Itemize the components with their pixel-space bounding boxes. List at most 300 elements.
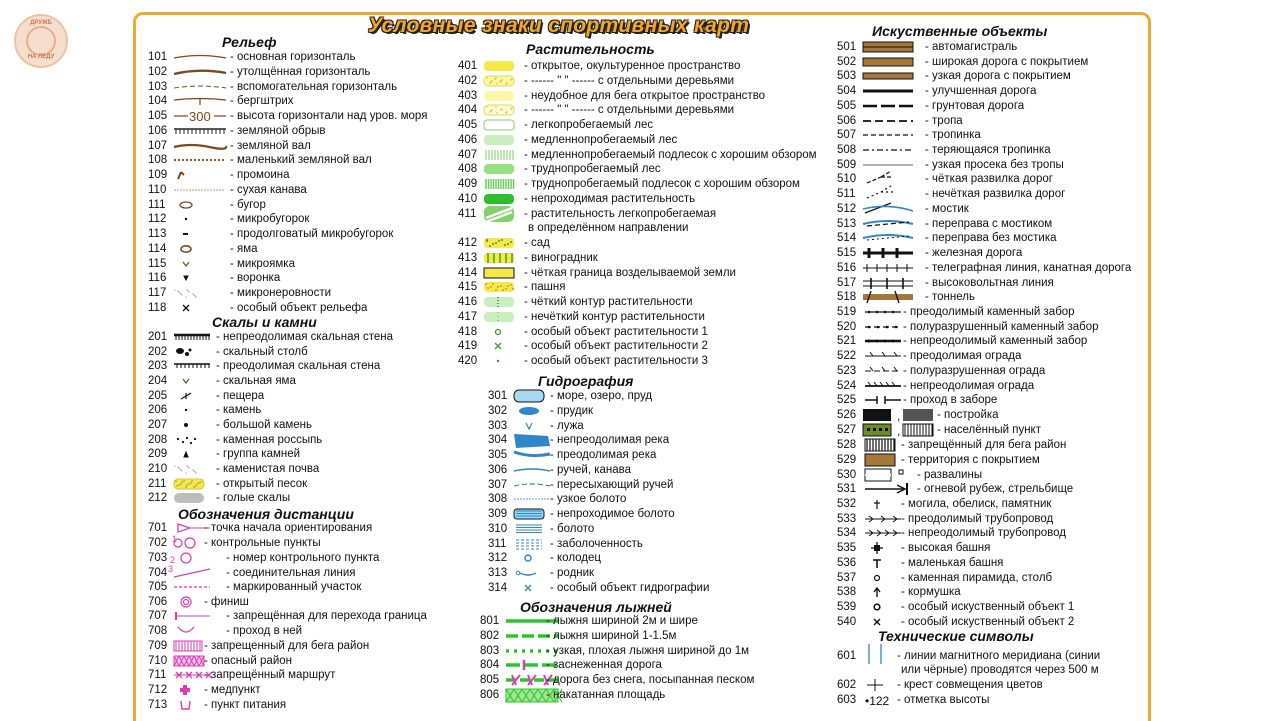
symbol-code: 704: [148, 567, 168, 579]
symbol-code: 706: [148, 596, 168, 608]
r-motor-icon: [861, 41, 915, 53]
symbol-label: - широкая дорога с покрытием: [925, 55, 1089, 68]
ellipse-icon: [172, 199, 228, 211]
symbol-label: - непроходимое болото: [550, 508, 675, 520]
symbol-code: 530: [837, 469, 857, 481]
symbol-code: 309: [488, 508, 508, 520]
svg-text:•122: •122: [865, 694, 890, 708]
symbol-code: 534: [837, 527, 857, 540]
symbol-label: - постройка: [937, 409, 999, 421]
section-technical: Технические символы: [878, 628, 1034, 644]
specks-icon: [172, 463, 212, 475]
symbol-code: 532: [837, 498, 857, 510]
h-puddle-icon: [512, 420, 552, 432]
p-pipe-icon: [863, 513, 903, 525]
p-ttower-icon: [863, 557, 903, 569]
symbol-code: 514: [837, 232, 857, 245]
v-yellow-icon: [482, 60, 522, 72]
symbol-label: - особый объект растительности 1: [524, 326, 708, 338]
c-line-icon: [168, 564, 212, 579]
symbol-code: 502: [837, 55, 857, 68]
svg-text:,: ,: [897, 409, 901, 423]
symbol-label: - могила, обелиск, памятник: [901, 498, 1052, 510]
symbol-label: - переправа с мостиком: [925, 217, 1053, 230]
x-icon: [172, 302, 228, 314]
specks-icon: [172, 287, 228, 299]
symbol-label: - микроямка: [230, 257, 295, 270]
p-x-icon: [863, 616, 903, 628]
h-marsh2-icon: [512, 523, 552, 535]
symbol-code: 707: [148, 610, 168, 622]
symbol-label: - высокая башня: [901, 542, 991, 555]
symbol-label-continued: в определённом направлении: [528, 222, 689, 234]
p-feed-icon: [863, 586, 903, 598]
symbol-label: - основная горизонталь: [230, 51, 356, 63]
symbol-label: - проход в ней: [226, 625, 303, 637]
symbol-label: - преодолимый каменный забор: [903, 306, 1075, 318]
p-o2-icon: [863, 601, 903, 613]
v-orchard-icon: [482, 237, 522, 249]
symbol-code: 523: [837, 364, 857, 377]
symbol-label: - запрещённый маршрут: [204, 669, 336, 681]
section-hydro: Гидрография: [538, 373, 634, 389]
logo-text-bottom: НА ЛЕДУ: [27, 54, 55, 60]
svg-text:3: 3: [168, 564, 174, 574]
symbol-code: 106: [148, 124, 168, 137]
v-stripe-icon: [482, 149, 522, 161]
symbol-label: - лыжня шириной 1-1.5м: [546, 629, 677, 642]
symbol-label: - промоина: [230, 169, 290, 181]
symbol-label: - запрещённый для бега район: [901, 439, 1067, 451]
symbol-label: - опасный район: [204, 655, 292, 667]
v-white-icon: [482, 119, 522, 131]
tri-icon: [172, 448, 212, 460]
h-spring-icon: [512, 567, 552, 579]
symbol-label: - особый искуственный объект 2: [901, 615, 1075, 628]
symbol-label: - узкая дорога с покрытием: [925, 70, 1071, 83]
section-man-made: Искуственные объекты: [872, 23, 1048, 39]
symbol-label: - открытое, окультуренное пространство: [524, 60, 741, 72]
f-fence3-icon: [863, 380, 903, 392]
symbol-label: - нечёткий контур растительности: [524, 311, 705, 323]
symbol-label: - сухая канава: [230, 183, 307, 196]
r-dash3-icon: [861, 129, 915, 141]
symbol-label: - преодолимая ограда: [903, 350, 1022, 363]
symbol-label: - кормушка: [901, 586, 961, 599]
symbol-code: 408: [458, 163, 478, 175]
symbol-code: 519: [837, 306, 857, 318]
symbol-label: - утолщённая горизонталь: [230, 65, 371, 78]
symbol-code: 540: [837, 615, 857, 628]
symbol-code: 806: [480, 688, 500, 701]
symbol-label: - непроходимая растительность: [524, 193, 696, 205]
p-tower-icon: [863, 542, 903, 554]
symbol-label: - высоковольтная линия: [925, 276, 1054, 289]
r-rail-icon: [861, 247, 915, 259]
symbol-label: - телеграфная линия, канатная дорога: [925, 261, 1132, 274]
h-x-icon: [512, 582, 552, 594]
dot-icon: [172, 213, 228, 225]
symbol-code: 414: [458, 267, 478, 279]
symbol-label: - маленький земляной вал: [230, 154, 372, 167]
symbol-label: - соединительная линия: [226, 567, 356, 579]
symbol-code: 512: [837, 202, 857, 215]
symbol-label: - неудобное для бега открытое пространство: [524, 90, 766, 102]
h-river2-icon: [512, 449, 552, 461]
t-mer-icon: [861, 650, 893, 662]
symbol-code: 104: [148, 95, 168, 108]
section-vegetation: Растительность: [526, 41, 655, 57]
symbol-label: - маленькая башня: [901, 556, 1004, 569]
section-rocks: Скалы и камни: [212, 314, 317, 330]
symbol-code: 204: [148, 374, 168, 387]
symbol-label: - земляной вал: [230, 139, 311, 152]
symbol-code: 108: [148, 154, 168, 167]
symbol-label: - переправа без мостика: [925, 232, 1057, 245]
symbol-label: - линии магнитного меридиана (синии: [897, 650, 1101, 662]
symbol-code: 115: [148, 257, 167, 270]
f-fence2-icon: [863, 365, 903, 377]
symbol-label: - контрольные пункты: [204, 537, 321, 549]
symbol-code: 210: [148, 462, 168, 475]
ellipse2-icon: [172, 243, 228, 255]
symbol-code: 307: [488, 478, 508, 491]
symbol-label: - полуразрушенный каменный забор: [903, 320, 1099, 333]
symbol-code: 415: [458, 281, 478, 293]
contour-tick-icon: [172, 95, 228, 107]
symbol-code: 208: [148, 433, 168, 446]
symbol-label: - улучшенная дорога: [925, 85, 1037, 98]
symbol-code: 504: [837, 85, 857, 98]
v-edge-icon: [482, 296, 522, 308]
symbol-code: 116: [148, 272, 167, 285]
symbol-label-continued: или чёрные) проводятся через 500 м: [901, 664, 1099, 676]
symbol-label: - железная дорога: [925, 247, 1023, 260]
symbol-code: 705: [148, 581, 168, 593]
symbol-code: 311: [488, 537, 507, 550]
symbol-code: 417: [458, 311, 478, 323]
symbol-code: 401: [458, 60, 478, 72]
symbol-code: 526: [837, 409, 857, 421]
symbol-code: 303: [488, 419, 508, 432]
symbol-code: 107: [148, 139, 168, 152]
symbol-code: 111: [148, 198, 166, 211]
symbol-code: 709: [148, 640, 168, 652]
symbol-code: 314: [488, 581, 508, 594]
cave-icon: [172, 390, 212, 402]
symbol-code: 117: [148, 287, 167, 299]
symbol-code: 503: [837, 70, 857, 83]
symbol-label: - лыжня шириной 2м и шире: [546, 615, 698, 627]
symbol-label: - теряющаяся тропинка: [925, 144, 1051, 157]
f-wall-icon: [863, 306, 903, 318]
symbol-label: - продолговатый микробугорок: [230, 228, 394, 240]
symbol-code: 702: [148, 537, 168, 549]
b-range-icon: [863, 483, 911, 495]
h-dots-icon: [512, 493, 552, 505]
symbol-code: 413: [458, 252, 478, 264]
symbol-label: - группа камней: [216, 448, 301, 461]
symbol-code: 313: [488, 567, 508, 579]
symbol-code: 538: [837, 586, 857, 599]
symbol-code: 103: [148, 80, 168, 93]
wall-icon: [172, 140, 228, 152]
section-relief: Рельеф: [222, 34, 277, 50]
r-cross2-icon: [861, 232, 915, 244]
symbol-code: 513: [837, 217, 857, 230]
symbol-code: 211: [148, 477, 167, 490]
r-thick-icon: [861, 85, 915, 97]
b-ruin-icon: [863, 469, 907, 481]
v-green2-icon: [482, 163, 522, 175]
symbol-label: - сад: [524, 237, 550, 249]
symbol-code: 520: [837, 320, 857, 333]
symbol-label: - запрещённая для перехода граница: [226, 610, 427, 622]
symbol-label: - медленнопробегаемый лес: [524, 134, 678, 146]
symbol-code: 518: [837, 291, 857, 304]
f-gap-icon: [863, 394, 903, 406]
symbol-label: - чёткая граница возделываемой земли: [524, 267, 736, 279]
symbol-code: 508: [837, 144, 857, 157]
symbol-code: 412: [458, 237, 478, 249]
dots-icon: [172, 184, 228, 196]
symbol-code: 505: [837, 99, 857, 112]
logo-emblem: [26, 26, 56, 56]
b-building-icon: [861, 409, 933, 421]
symbol-label: - узкая просека без тропы: [925, 158, 1064, 171]
symbol-label: - преодолимая скальная стена: [216, 360, 381, 373]
symbol-label: - особый объект растительности 3: [524, 355, 708, 367]
symbol-code: 205: [148, 389, 168, 402]
symbol-code: 410: [458, 193, 478, 205]
symbol-label: - огневой рубеж, стрельбище: [917, 483, 1074, 495]
dotline-icon: [172, 154, 228, 166]
symbol-code: 409: [458, 178, 478, 190]
symbol-code: 529: [837, 454, 857, 466]
r-tel-icon: [861, 262, 915, 274]
symbol-label: - скальная яма: [216, 374, 296, 387]
symbol-code: 531: [837, 483, 857, 495]
symbol-code: 418: [458, 326, 478, 338]
c-border-icon: [172, 610, 212, 622]
p-o-icon: [863, 572, 903, 584]
h-marsh-icon: [512, 508, 552, 520]
symbol-code: 202: [148, 345, 168, 358]
g-dot-icon: [482, 355, 522, 367]
symbol-label: - медпункт: [204, 684, 261, 696]
symbol-label: - заболоченность: [550, 537, 643, 550]
symbol-code: 805: [480, 674, 500, 686]
symbol-label: - непреодолимый трубопровод: [901, 527, 1066, 540]
symbol-code: 507: [837, 129, 857, 142]
symbol-label: - накатанная площадь: [546, 688, 666, 701]
symbol-label: - финиш: [204, 596, 249, 608]
symbol-code: 306: [488, 463, 508, 476]
symbol-label: - легкопробегаемый лес: [524, 119, 654, 131]
gully-icon: [172, 169, 228, 181]
g-x-icon: [482, 340, 522, 352]
symbol-label: - прудик: [550, 404, 594, 417]
symbol-label: - высота горизонтали над уров. моря: [230, 110, 428, 122]
symbol-label: - крест совмещения цветов: [897, 679, 1043, 691]
c-num-icon: [172, 552, 212, 564]
section-ski: Обозначения лыжней: [520, 599, 672, 615]
symbol-label: - растительность легкопробегаемая: [524, 208, 717, 220]
symbol-label: - труднопробегаемый подлесок с хорошим обзором: [524, 178, 800, 190]
symbol-label: - непреодолимая река: [550, 434, 670, 447]
symbol-label: - узкая, плохая лыжня шириной до 1м: [546, 644, 749, 657]
r-wide-icon: [861, 56, 915, 68]
r-tunnel-icon: [861, 291, 915, 303]
v-edge2-icon: [482, 311, 522, 323]
symbol-code: 712: [148, 684, 168, 696]
symbol-code: 527: [837, 424, 857, 436]
symbol-label: - труднопробегаемый лес: [524, 163, 661, 175]
symbol-label: - микробугорок: [230, 213, 310, 226]
symbol-label: - виноградник: [524, 252, 598, 264]
page-title: Условные знаки спортивных карт: [368, 14, 750, 37]
symbol-label: - узкое болото: [550, 493, 627, 506]
symbol-label: - воронка: [230, 272, 281, 285]
symbol-code: 310: [488, 522, 508, 535]
v-green1-icon: [482, 134, 522, 146]
symbol-code: 109: [148, 169, 168, 181]
r-bridge-icon: [861, 203, 915, 215]
symbol-code: 515: [837, 247, 857, 260]
svg-text:300: 300: [189, 109, 211, 124]
symbol-code: 212: [148, 492, 168, 505]
symbol-label: - грунтовая дорога: [925, 99, 1025, 112]
r-dash2-icon: [861, 115, 915, 127]
p-pipe2-icon: [863, 527, 903, 539]
symbol-label: - маркированный участок: [226, 581, 362, 593]
r-narrow-icon: [861, 70, 915, 82]
h-lake-icon: [512, 390, 552, 402]
symbol-code: 312: [488, 552, 508, 565]
comb-icon: [172, 125, 228, 137]
symbol-code: 533: [837, 512, 857, 525]
v-plough-icon: [482, 281, 522, 293]
symbol-code: 535: [837, 542, 857, 555]
symbol-code: 708: [148, 625, 168, 637]
b-town-icon: [861, 424, 933, 436]
cliff-icon: [172, 331, 212, 343]
v-yellow-dots-icon: [482, 75, 522, 87]
symbol-code: 506: [837, 114, 857, 127]
symbol-label: - дорога без снега, посыпанная песком: [546, 674, 755, 686]
symbol-code: 713: [148, 699, 168, 711]
symbol-code: 114: [148, 242, 167, 255]
symbol-code: 711: [148, 669, 167, 681]
symbol-code: 203: [148, 360, 168, 373]
h-stream-icon: [512, 464, 552, 476]
symbol-label: - непреодолимая ограда: [903, 379, 1035, 392]
symbol-label: - особый объект растительности 2: [524, 340, 708, 352]
symbol-code: 105: [148, 110, 168, 122]
contour-icon: [172, 51, 228, 63]
dot-icon: [172, 404, 212, 416]
svg-text:,: ,: [897, 424, 901, 438]
symbol-code: 301: [488, 390, 508, 402]
symbol-label: - каменистая почва: [216, 462, 320, 475]
r-thin-icon: [861, 159, 915, 171]
symbol-code: 536: [837, 556, 857, 569]
symbol-label: - точка начала ориентирования: [204, 522, 373, 534]
symbol-code: 102: [148, 65, 168, 78]
symbol-label: - каменная россыпь: [216, 433, 323, 446]
symbol-code: 539: [837, 600, 857, 613]
symbol-label: - земляной обрыв: [230, 124, 326, 137]
v-stripe2-icon: [482, 178, 522, 190]
contour-dash-icon: [172, 81, 228, 93]
symbol-code: 521: [837, 335, 857, 348]
symbol-code: 419: [458, 340, 478, 352]
symbol-code: 537: [837, 571, 857, 584]
symbol-label: - большой камень: [216, 418, 313, 431]
symbol-code: 601: [837, 650, 857, 662]
symbol-label: - тропинка: [925, 129, 981, 142]
symbol-label: - лужа: [550, 419, 584, 432]
r-fork2-icon: [861, 188, 915, 200]
v-ltyellow-dots-icon: [482, 104, 522, 116]
v-dir-icon: [482, 208, 522, 220]
symbol-code: 118: [148, 301, 167, 314]
symbol-code: 501: [837, 41, 857, 53]
grayrock-icon: [172, 492, 212, 504]
symbol-code: 402: [458, 75, 478, 87]
f-fence-icon: [863, 350, 903, 362]
symbol-label: - особый объект гидрографии: [550, 581, 710, 594]
symbol-label: - пункт питания: [204, 699, 287, 711]
symbol-code: 201: [148, 331, 168, 343]
t-plus-icon: [861, 679, 893, 691]
v-vine-icon: [482, 252, 522, 264]
symbol-label: - чёткий контур растительности: [524, 296, 693, 308]
dotbig-icon: [172, 419, 212, 431]
symbol-label: - родник: [550, 567, 595, 579]
symbol-code: 525: [837, 394, 857, 407]
symbol-label: - пашня: [524, 281, 566, 293]
c-dash-icon: [172, 581, 212, 593]
symbol-label: - номер контрольного пункта: [226, 552, 380, 564]
symbol-code: 302: [488, 404, 508, 417]
symbol-code: 305: [488, 449, 508, 461]
b-paved-icon: [863, 454, 897, 466]
symbol-label: - вспомогательная горизонталь: [230, 80, 398, 93]
symbol-code: 703: [148, 552, 168, 564]
symbol-label: - ручей, канава: [550, 463, 632, 476]
symbol-code: 403: [458, 90, 478, 102]
symbol-label: - пещера: [216, 389, 265, 402]
symbol-label: - каменная пирамида, столб: [901, 571, 1053, 584]
symbol-label: - чёткая развилка дорог: [925, 173, 1053, 186]
pillar-icon: [172, 346, 212, 358]
symbol-code: 511: [837, 188, 856, 201]
symbol-code: 510: [837, 173, 857, 186]
symbol-code: 602: [837, 679, 857, 691]
symbol-label: - непреодолимый каменный забор: [903, 335, 1088, 348]
r-cross1-icon: [861, 218, 915, 230]
symbol-label: - нечёткая развилка дорог: [925, 188, 1066, 201]
symbol-code: 308: [488, 493, 508, 506]
h-dstream-icon: [512, 479, 552, 491]
t-height-icon: [861, 694, 893, 706]
symbol-code: 207: [148, 418, 168, 431]
h-well-icon: [512, 552, 552, 564]
symbol-code: 516: [837, 261, 857, 274]
symbol-label: - проход в заборе: [903, 394, 998, 407]
r-dash-icon: [861, 100, 915, 112]
